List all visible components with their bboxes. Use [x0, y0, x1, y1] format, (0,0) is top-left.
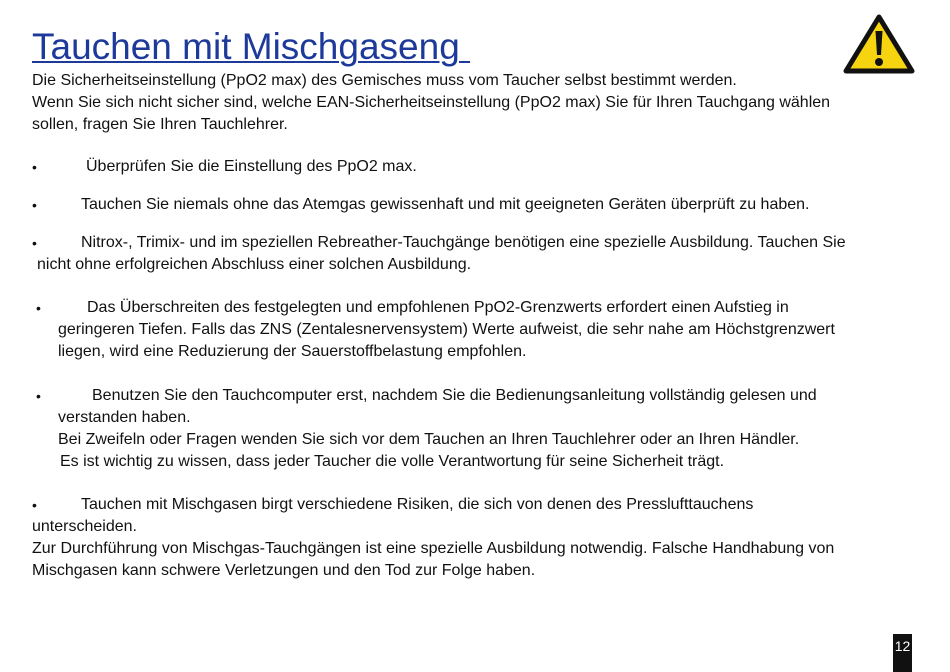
intro-line: Die Sicherheitseinstellung (PpO2 max) des Gemisches muss vom Taucher selbst bestimmt werden. [32, 72, 737, 89]
intro-line: Wenn Sie sich nicht sicher sind, welche EAN-Sicherheitseinstellung (PpO2 max) Sie für Ihren Tauchgang wählen [32, 94, 831, 111]
bullet-text: geringeren Tiefen. Falls das ZNS (Zentalesnervensystem) Werte aufweist, die sehr nahe am Höchstgrenzwert [58, 321, 835, 338]
bullet-text: Nitrox-, Trimix- und im speziellen Rebreather-Tauchgänge benötigen eine spezielle Ausbildung. Tauchen Sie [81, 234, 846, 251]
bullet-text: Tauchen mit Mischgasen birgt verschiedene Risiken, die sich von denen des Presslufttauchens [81, 496, 754, 513]
bullet-text: Mischgasen kann schwere Verletzungen und den Tod zur Folge haben. [32, 562, 536, 579]
bullet-text: Überprüfen Sie die Einstellung des PpO2 max. [86, 158, 417, 175]
bullet-text: Tauchen Sie niemals ohne das Atemgas gewissenhaft und mit geeigneten Geräten überprüft zu haben. [81, 196, 810, 213]
intro-paragraph [32, 70, 937, 136]
warning-icon [843, 13, 915, 75]
bullet-text: liegen, wird eine Reduzierung der Sauerstoffbelastung empfohlen. [58, 343, 527, 360]
page-number: 12 [893, 634, 912, 672]
intro-line: sollen, fragen Sie Ihren Tauchlehrer. [32, 116, 288, 133]
bullet-text: Das Überschreiten des festgelegten und empfohlenen PpO2-Grenzwerts erfordert einen Aufstieg in [87, 299, 789, 316]
page-title: Tauchen mit Mischgaseng [32, 26, 471, 67]
bullet-text: nicht ohne erfolgreichen Abschluss einer solchen Ausbildung. [37, 256, 472, 273]
bullet-marker: • [36, 388, 41, 404]
bullet-text: Bei Zweifeln oder Fragen wenden Sie sich vor dem Tauchen an Ihren Tauchlehrer oder an Ihren Händler. [58, 431, 800, 448]
bullet-text: Es ist wichtig zu wissen, dass jeder Taucher die volle Verantwortung für seine Sicherheit trägt. [60, 453, 725, 470]
bullet-marker: • [32, 497, 37, 513]
bullet-text: verstanden haben. [58, 409, 191, 426]
bullet-text: Benutzen Sie den Tauchcomputer erst, nachdem Sie die Bedienungsanleitung vollständig gelesen und [92, 387, 817, 404]
bullet-marker: • [36, 300, 41, 316]
bullet-text: unterscheiden. [32, 518, 137, 535]
bullet-marker: • [32, 235, 37, 251]
bullet-marker: • [32, 197, 37, 213]
bullet-marker: • [32, 159, 37, 175]
bullet-text: Zur Durchführung von Mischgas-Tauchgängen ist eine spezielle Ausbildung notwendig. Falsche Handhabung von [32, 540, 835, 557]
